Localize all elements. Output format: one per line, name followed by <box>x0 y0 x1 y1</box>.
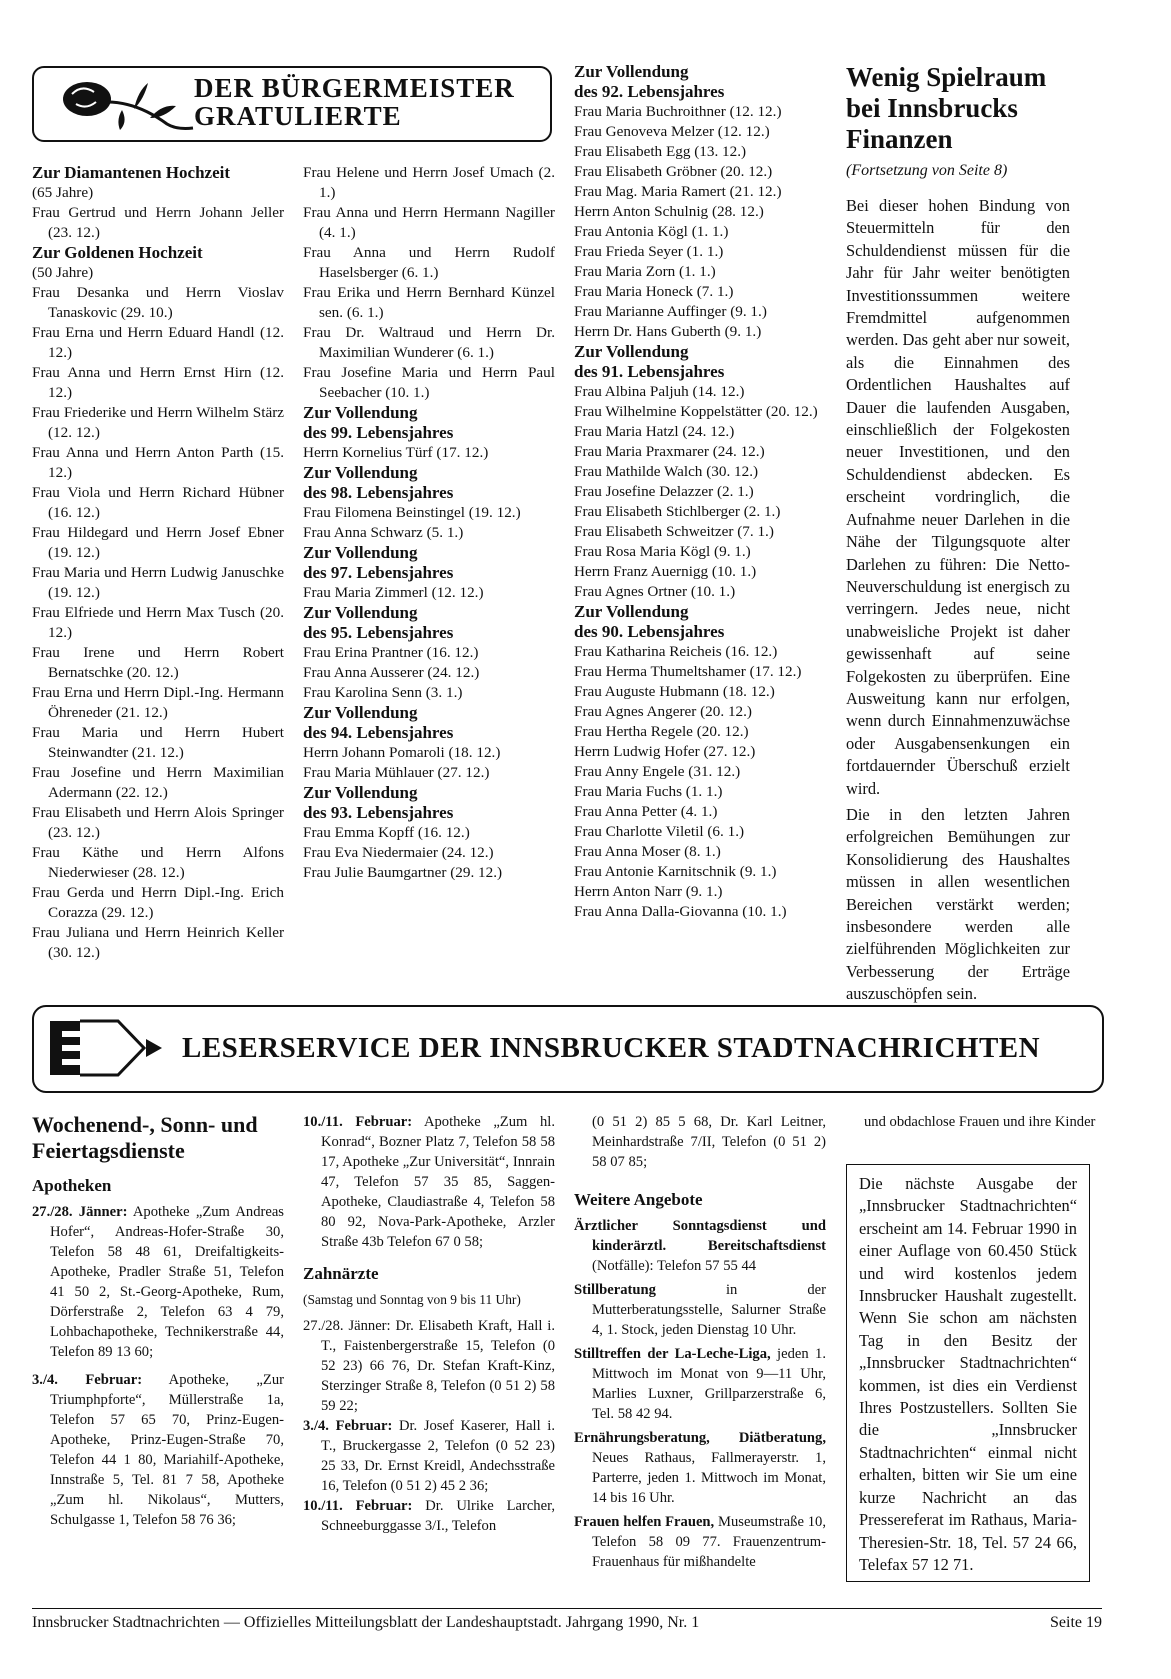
congratulation-entry: Frau Maria und Herrn Hubert Steinwandter (21. 12.) <box>32 724 284 761</box>
footer-publication: Innsbrucker Stadtnachrichten — Offizielles Mitteilungsblatt der Landeshauptstadt. Jahrgang 1990, Nr. 1 <box>32 1614 700 1631</box>
congratulation-entry: Frau Agnes Angerer (20. 12.) <box>574 703 752 720</box>
congratulation-entry: Frau Elisabeth Egg (13. 12.) <box>574 143 747 160</box>
next-issue-notice: Die nächste Ausgabe der „Innsbrucker Stadtnachrichten“ erscheint am 14. Februar 1990 in einer Auflage von 60.450 Stück und wird kostenlos jedem Innsbrucker Haushalt zugestellt. Wenn Sie schon am nächsten Tag in den Besitz der „Innsbrucker Stadtnachrichten“ kommen, ist dies ein Verdienst Ihres Postzustellers. Sollten Sie die „Innsbrucker Stadtnachrichten“ einmal nicht erhalten, bitten wir Sie um eine kurze Nachricht an das Pressereferat im Rathaus, Maria-Theresien-Str. 18, Tel. 57 24 66, Telefax 57 12 71. <box>846 1164 1090 1582</box>
congratulation-entry: Herrn Johann Pomaroli (18. 12.) <box>303 744 501 761</box>
congratulation-entry: Frau Anna und Herrn Rudolf Haselsberger (6. 1.) <box>303 244 555 281</box>
footer-divider <box>32 1608 1102 1609</box>
congratulation-entry: Frau Anna Schwarz (5. 1.) <box>303 524 464 541</box>
leserservice-banner <box>32 1005 1104 1093</box>
congratulation-entry: Frau Elisabeth Stichlberger (2. 1.) <box>574 503 781 520</box>
congratulation-entry: Frau Herma Thumeltshamer (17. 12.) <box>574 663 802 680</box>
congratulation-entry: Frau Elisabeth Schweitzer (7. 1.) <box>574 523 774 540</box>
congratulation-entry: Frau Erna und Herrn Dipl.-Ing. Hermann Öhreneder (21. 12.) <box>32 684 284 721</box>
section-heading: Zur Vollendung <box>303 603 418 622</box>
section-heading: des 90. Lebensjahres <box>574 622 725 641</box>
leserservice-column-2 <box>303 1112 555 1536</box>
congratulation-entry: Frau Wilhelmine Koppelstätter (20. 12.) <box>574 403 818 420</box>
congratulation-entry: Frau Erina Prantner (16. 12.) <box>303 644 479 661</box>
section-heading: Zur Goldenen Hochzeit <box>32 243 203 262</box>
finance-article <box>846 62 1070 1006</box>
angebot-entry-1: Ärztlicher Sonntagsdienst und kinderärztl. Bereitschaftsdienst (Notfälle): Telefon 57 55 44 <box>574 1218 826 1274</box>
gratulation-column-2 <box>303 163 555 883</box>
congratulation-entry: Frau Erika und Herrn Bernhard Künzel sen. (6. 1.) <box>303 284 555 321</box>
congratulation-entry: Frau Juliana und Herrn Heinrich Keller (30. 12.) <box>32 924 284 961</box>
congratulation-entry: Frau Emma Kopff (16. 12.) <box>303 824 470 841</box>
congratulation-entry: Frau Frieda Seyer (1. 1.) <box>574 243 724 260</box>
congratulation-entry: Frau Anna und Herrn Anton Parth (15. 12.) <box>32 444 284 481</box>
congratulation-entry: Frau Anna Dalla-Giovanna (10. 1.) <box>574 903 787 920</box>
congratulation-entry: Frau Maria und Herrn Ludwig Januschke (19. 12.) <box>32 564 284 601</box>
congratulation-entry: Herrn Ludwig Hofer (27. 12.) <box>574 743 756 760</box>
congratulation-entry: Frau Helene und Herrn Josef Umach (2. 1.) <box>303 164 555 201</box>
section-heading: des 94. Lebensjahres <box>303 723 454 742</box>
congratulation-entry: Frau Käthe und Herrn Alfons Niederwieser (28. 12.) <box>32 844 284 881</box>
finance-continuation: (Fortsetzung von Seite 8) <box>846 162 1008 179</box>
section-heading: Zur Vollendung <box>303 403 418 422</box>
congratulation-entry: Frau Maria Buchroithner (12. 12.) <box>574 103 782 120</box>
apotheke-entry-1: 27./28. Jänner: Apotheke „Zum Andreas Hofer“, Andreas-Hofer-Straße 30, Telefon 58 48 61, Dreifaltigkeits-Apotheke, Pradler Straße 51, Telefon 41 50 2, St.-Georg-Apotheke, Rum, Dörferstraße 2, Telefon 63 4 79, Lohbachapotheke, Technikerstraße 44, Telefon 89 13 60; <box>32 1204 284 1360</box>
section-subheading: (65 Jahre) <box>32 184 94 201</box>
section-heading: Zur Vollendung <box>303 463 418 482</box>
congratulation-entry: Frau Josefine Maria und Herrn Paul Seebacher (10. 1.) <box>303 364 555 401</box>
congratulation-entry: Frau Erna und Herrn Eduard Handl (12. 12.) <box>32 324 284 361</box>
congratulation-entry: Frau Katharina Reicheis (16. 12.) <box>574 643 778 660</box>
zahnarzt-entry-2: 3./4. Februar: Dr. Josef Kaserer, Hall i. T., Bruckergasse 2, Telefon (0 52 23) 25 33, Dr. Ernst Kreidl, Andechsstraße 16, Telefon (0 51 2) 45 2 36; <box>303 1418 555 1494</box>
congratulation-entry: Frau Anny Engele (31. 12.) <box>574 763 741 780</box>
congratulation-entry: Frau Marianne Auffinger (9. 1.) <box>574 303 767 320</box>
section-subheading: (50 Jahre) <box>32 264 94 281</box>
congratulation-entry: Frau Maria Praxmarer (24. 12.) <box>574 443 765 460</box>
congratulation-entry: Frau Elfriede und Herrn Max Tusch (20. 12.) <box>32 604 284 641</box>
congratulation-entry: Frau Viola und Herrn Richard Hübner (16. 12.) <box>32 484 284 521</box>
page-number: Seite 19 <box>1050 1614 1102 1631</box>
finance-paragraph-2: Die in den letzten Jahren erfolgreichen Bemühungen zur Konsolidierung des Haushaltes müssen in allen wesentlichen Bereichen verstärkt werden; insbesondere werden alle zielführenden Möglichkeiten zur Verbesserung der Erträge auszuschöpfen sein. <box>846 804 1070 1004</box>
congratulation-entry: Frau Maria Zorn (1. 1.) <box>574 263 716 280</box>
rose-icon <box>52 74 202 136</box>
congratulation-entry: Frau Elisabeth und Herrn Alois Springer (23. 12.) <box>32 804 284 841</box>
apotheken-heading: Apotheken <box>32 1176 112 1195</box>
leserservice-column-3 <box>574 1112 826 1572</box>
congratulation-entry: Frau Maria Mühlauer (27. 12.) <box>303 764 490 781</box>
leserservice-column-4 <box>846 1112 1098 1132</box>
congratulation-entry: Frau Auguste Hubmann (18. 12.) <box>574 683 775 700</box>
congratulation-entry: Herrn Kornelius Türf (17. 12.) <box>303 444 489 461</box>
congratulation-entry: Frau Julie Baumgartner (29. 12.) <box>303 864 503 881</box>
angebot-entry-3: Stilltreffen der La-Leche-Liga, jeden 1. Mittwoch im Monat von 9—11 Uhr, Marlies Luxner, Grillparzerstraße 6, Tel. 58 42 94. <box>574 1346 826 1422</box>
congratulation-entry: Frau Irene und Herrn Robert Bernatschke (20. 12.) <box>32 644 284 681</box>
section-heading: Zur Diamantenen Hochzeit <box>32 163 231 182</box>
weitere-angebote-heading: Weitere Angebote <box>574 1190 703 1209</box>
section-heading: des 93. Lebensjahres <box>303 803 454 822</box>
congratulation-entry: Frau Josefine Delazzer (2. 1.) <box>574 483 754 500</box>
congratulation-entry: Frau Charlotte Viletil (6. 1.) <box>574 823 745 840</box>
congratulation-entry: Frau Karolina Senn (3. 1.) <box>303 684 463 701</box>
congratulation-entry: Frau Desanka und Herrn Vioslav Tanaskovic (29. 10.) <box>32 284 284 321</box>
congratulation-entry: Frau Dr. Waltraud und Herrn Dr. Maximilian Wunderer (6. 1.) <box>303 324 555 361</box>
congratulation-entry: Frau Anna Moser (8. 1.) <box>574 843 721 860</box>
congratulation-entry: Frau Maria Zimmerl (12. 12.) <box>303 584 484 601</box>
section-heading: des 98. Lebensjahres <box>303 483 454 502</box>
congratulation-entry: Frau Hertha Regele (20. 12.) <box>574 723 749 740</box>
section-heading: des 99. Lebensjahres <box>303 423 454 442</box>
section-heading: des 95. Lebensjahres <box>303 623 454 642</box>
gratulation-title: DER BÜRGERMEISTER GRATULIERTE <box>194 73 515 131</box>
congratulation-entry: Frau Filomena Beinstingel (19. 12.) <box>303 504 521 521</box>
congratulation-entry: Herrn Anton Narr (9. 1.) <box>574 883 723 900</box>
leserservice-title: LESERSERVICE DER INNSBRUCKER STADTNACHRICHTEN <box>182 1032 1041 1064</box>
zahnaerzte-note: (Samstag und Sonntag von 9 bis 11 Uhr) <box>303 1292 521 1307</box>
congratulation-entry: Herrn Franz Auernigg (10. 1.) <box>574 563 757 580</box>
congratulation-entry: Frau Eva Niedermaier (24. 12.) <box>303 844 494 861</box>
finance-paragraph-1: Bei dieser hohen Bindung von Steuermitteln für den Schuldendienst müssen für die Jahr für Jahr weiter benötigten Investitionssummen weitere Fremdmittel aufgenommen werden. Das geht aber nur soweit, als die Einnahmen des Ordentlichen Haushaltes auf Dauer die laufenden Ausgaben, einschließlich der Folgekosten neuer Investitionen, und den Schuldendienst abdecken. Es erscheint vordringlich, die Aufnahme neuer Darlehen in die Nähe der Tilgungsquote alter Darlehen zu führen: Die Netto-Neuverschuldung ist energisch zu verringern. Jedes neue, nicht unabweisliche Projekt ist daher gewissenhaft auf seine Folgekosten zu überprüfen. Eine Ausweitung kann nur erfolgen, wenn durch Einnahmenzuwächse oder Ausgabensenkungen ein fortdauernder Überschuß erzielt wird. <box>846 196 1070 798</box>
congratulation-entry: Frau Gerda und Herrn Dipl.-Ing. Erich Corazza (29. 12.) <box>32 884 284 921</box>
congratulation-entry: Frau Elisabeth Gröbner (20. 12.) <box>574 163 773 180</box>
section-heading: des 92. Lebensjahres <box>574 82 725 101</box>
section-heading: Zur Vollendung <box>574 62 689 81</box>
apotheke-entry-3: 10./11. Februar: Apotheke „Zum hl. Konrad“, Bozner Platz 7, Telefon 58 58 17, Apotheke „Zur Universität“, Innrain 47, Telefon 57 35 85, Saggen-Apotheke, Claudiastraße 4, Telefon 58 80 92, Nova-Park-Apotheke, Arzler Straße 43b Telefon 67 0 58; <box>303 1114 555 1250</box>
angebot-entry-4: Ernährungsberatung, Diätberatung, Neues Rathaus, Fallmerayerstr. 1, Parterre, jeden 1. Mittwoch im Monat, 14 bis 16 Uhr. <box>574 1430 826 1506</box>
congratulation-entry: Frau Hildegard und Herrn Josef Ebner (19. 12.) <box>32 524 284 561</box>
section-heading: des 97. Lebensjahres <box>303 563 454 582</box>
zahnarzt-entry-3-cont: (0 51 2) 85 5 68, Dr. Karl Leitner, Meinhardstraße 7/II, Telefon (0 51 2) 58 07 85; <box>592 1114 826 1170</box>
congratulation-entry: Herrn Dr. Hans Guberth (9. 1.) <box>574 323 762 340</box>
apotheke-entry-2: 3./4. Februar: Apotheke, „Zur Triumphpforte“, Müllerstraße 1a, Telefon 57 65 70, Prinz-Eugen-Apotheke, Prinz-Eugen-Straße 70, Telefon 44 1 80, Mariahilf-Apotheke, Innstraße 5, Tel. 81 7 58, Apotheke „Zum hl. Nikolaus“, Mutters, Schulgasse 1, Telefon 58 76 36; <box>32 1372 284 1528</box>
congratulation-entry: Frau Maria Honeck (7. 1.) <box>574 283 734 300</box>
congratulation-entry: Frau Rosa Maria Kögl (9. 1.) <box>574 543 751 560</box>
gratulation-column-1 <box>32 163 284 963</box>
zahnarzt-entry-3: 10./11. Februar: Dr. Ulrike Larcher, Schneeburggasse 3/I., Telefon <box>303 1498 555 1534</box>
congratulation-entry: Frau Antonia Kögl (1. 1.) <box>574 223 729 240</box>
congratulation-entry: Frau Friederike und Herrn Wilhelm Stärz (12. 12.) <box>32 404 284 441</box>
section-heading: Zur Vollendung <box>303 783 418 802</box>
congratulation-entry: Frau Albina Paljuh (14. 12.) <box>574 383 745 400</box>
page-footer <box>32 1614 1102 1632</box>
congratulation-entry: Frau Agnes Ortner (10. 1.) <box>574 583 736 600</box>
section-heading: Zur Vollendung <box>574 342 689 361</box>
finance-title: Wenig Spielraum bei Innsbrucks Finanzen <box>846 62 1047 154</box>
congratulation-entry: Frau Anna und Herrn Hermann Nagiller (4. 1.) <box>303 204 555 241</box>
congratulation-entry: Frau Antonie Karnitschnik (9. 1.) <box>574 863 777 880</box>
section-heading: Zur Vollendung <box>303 703 418 722</box>
leserservice-column-1 <box>32 1112 284 1530</box>
leserservice-heading: Wochenend-, Sonn- und Feiertagsdienste <box>32 1112 258 1163</box>
congratulation-entry: Frau Anna Petter (4. 1.) <box>574 803 718 820</box>
congratulation-entry: Frau Maria Fuchs (1. 1.) <box>574 783 723 800</box>
congratulation-entry: Frau Gertrud und Herrn Johann Jeller (23. 12.) <box>32 204 284 241</box>
congratulation-entry: Frau Josefine und Herrn Maximilian Adermann (22. 12.) <box>32 764 284 801</box>
zahnaerzte-heading: Zahnärzte <box>303 1264 379 1283</box>
pencil-arrow-icon <box>48 1017 168 1079</box>
section-heading: Zur Vollendung <box>303 543 418 562</box>
congratulation-entry: Frau Anna Ausserer (24. 12.) <box>303 664 480 681</box>
angebot-entry-5: Frauen helfen Frauen, Museumstraße 10, Telefon 58 09 77. Frauenzentrum-Frauenhaus für mißhandelte <box>574 1514 826 1570</box>
angebot-entry-2: Stillberatung in der Mutterberatungsstelle, Salurner Straße 4, 1. Stock, jeden Dienstag 10 Uhr. <box>574 1282 826 1338</box>
gratulation-column-3 <box>574 62 826 922</box>
congratulation-entry: Frau Mag. Maria Ramert (21. 12.) <box>574 183 782 200</box>
zahnarzt-entry-1: 27./28. Jänner: Dr. Elisabeth Kraft, Hall i. T., Faistenbergerstraße 15, Telefon (0 52 23) 66 76, Dr. Stefan Kraft-Kinz, Sterzinger Straße 8, Telefon (0 51 2) 58 59 22; <box>303 1318 555 1414</box>
congratulation-entry: Frau Maria Hatzl (24. 12.) <box>574 423 735 440</box>
angebot-entry-5-cont: und obdachlose Frauen und ihre Kinder <box>864 1114 1096 1130</box>
section-heading: Zur Vollendung <box>574 602 689 621</box>
congratulation-entry: Frau Anna und Herrn Ernst Hirn (12. 12.) <box>32 364 284 401</box>
congratulation-entry: Frau Genoveva Melzer (12. 12.) <box>574 123 770 140</box>
section-heading: des 91. Lebensjahres <box>574 362 725 381</box>
gratulation-title-box <box>32 66 552 142</box>
congratulation-entry: Frau Mathilde Walch (30. 12.) <box>574 463 759 480</box>
congratulation-entry: Herrn Anton Schulnig (28. 12.) <box>574 203 764 220</box>
